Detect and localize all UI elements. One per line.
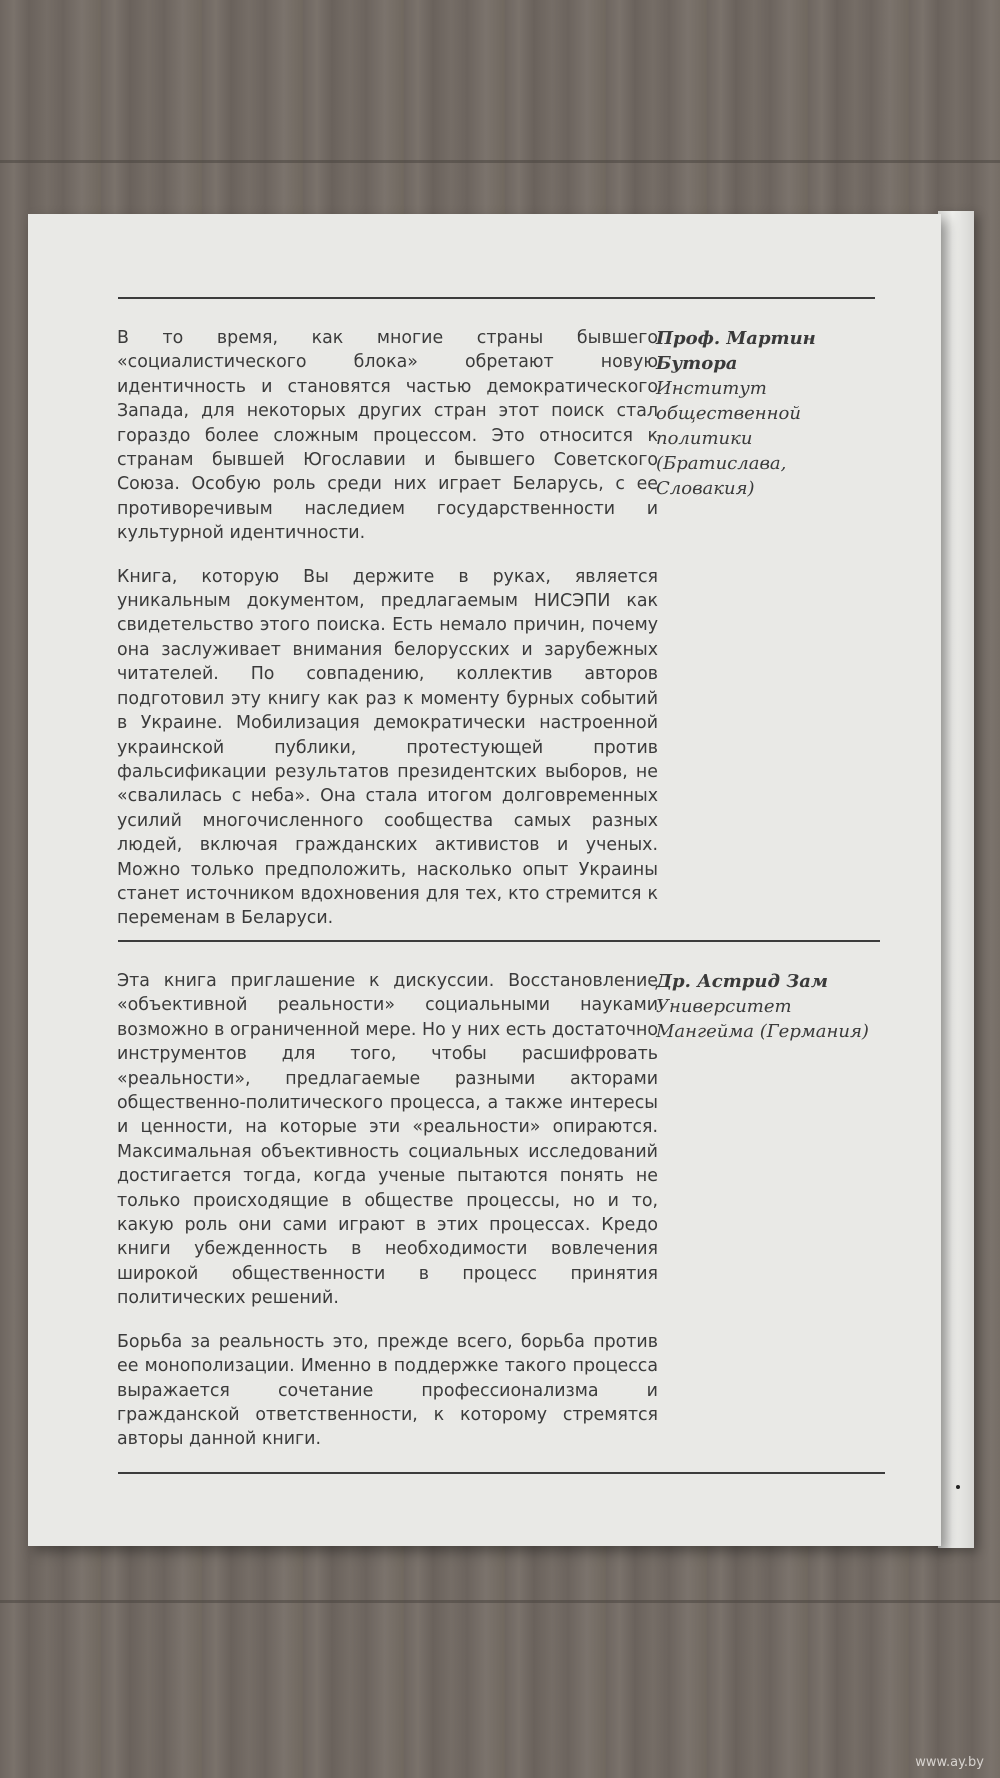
bottom-divider (118, 1472, 885, 1474)
cover-mark (956, 1485, 960, 1489)
review-1-paragraph-2: Книга, которую Вы держите в руках, является уникальным документом, предлагаемым НИСЭПИ как свидетельство этого поиска. Есть немало причин, почему она заслуживает внимания белорусских и зарубежных читателей. По совпадению, коллектив авторов подготовил эту книгу как раз к моменту бурных событий в Украине. Мобилизация демократически настроенной украинской публики, протестующей против фальсификации результатов президентских выборов, не «свалилась с неба». Она стала итогом долговременных усилий многочисленного сообщества самых разных людей, включая гражданских активистов и ученых. Можно только предположить, насколько опыт Украины станет источником вдохновения для тех, кто стремится к переменам в Беларуси. (117, 566, 658, 929)
author-affiliation: Институт общественной политики (Братислава, Словакия) (656, 378, 801, 499)
review-text-1 (117, 326, 658, 950)
floor-seam (0, 1600, 1000, 1603)
top-divider (118, 297, 875, 299)
review-text-2 (117, 969, 658, 1471)
floor-seam (0, 160, 1000, 163)
review-author-1 (656, 326, 886, 501)
author-affiliation: Университет Мангейма (Германия) (656, 996, 869, 1042)
book-spine (938, 211, 974, 1548)
review-2-paragraph-1: Эта книга приглашение к дискуссии. Восстановление «объективной реальности» социальными науками возможно в ограниченной мере. Но у них есть достаточно инструментов для того, чтобы расшифровать «реальности», предлагаемые разными акторами общественно-политического процесса, а также интересы и ценности, на которые эти «реальности» опираются. Максимальная объективность социальных исследований достигается тогда, когда ученые пытаются понять не только происходящие в обществе процессы, но и то, какую роль они сами играют в этих процессах. Кредо книги убежденность в необходимости вовлечения широкой общественности в процесс принятия политических решений. (117, 971, 658, 1309)
review-2-paragraph-2: Борьба за реальность это, прежде всего, борьба против ее монополизации. Именно в поддержке такого процесса выражается сочетание профессионализма и гражданской ответственности, к которому стремятся авторы данной книги. (117, 1331, 658, 1450)
review-1-paragraph-1: В то время, как многие страны бывшего «социалистического блока» обретают новую идентичность и становятся частью демократического Запада, для некоторых других стран этот поиск стал гораздо более сложным процессом. Это относится к странам бывшей Югославии и бывшего Советского Союза. Особую роль среди них играет Беларусь, с ее противоречивым наследием государственности и культурной идентичности. (117, 328, 658, 544)
author-name: Проф. Мартин Бутора (656, 328, 816, 374)
watermark: www.ay.by (915, 1755, 984, 1770)
review-author-2 (656, 969, 886, 1044)
author-name: Др. Астрид Зам (656, 971, 829, 992)
